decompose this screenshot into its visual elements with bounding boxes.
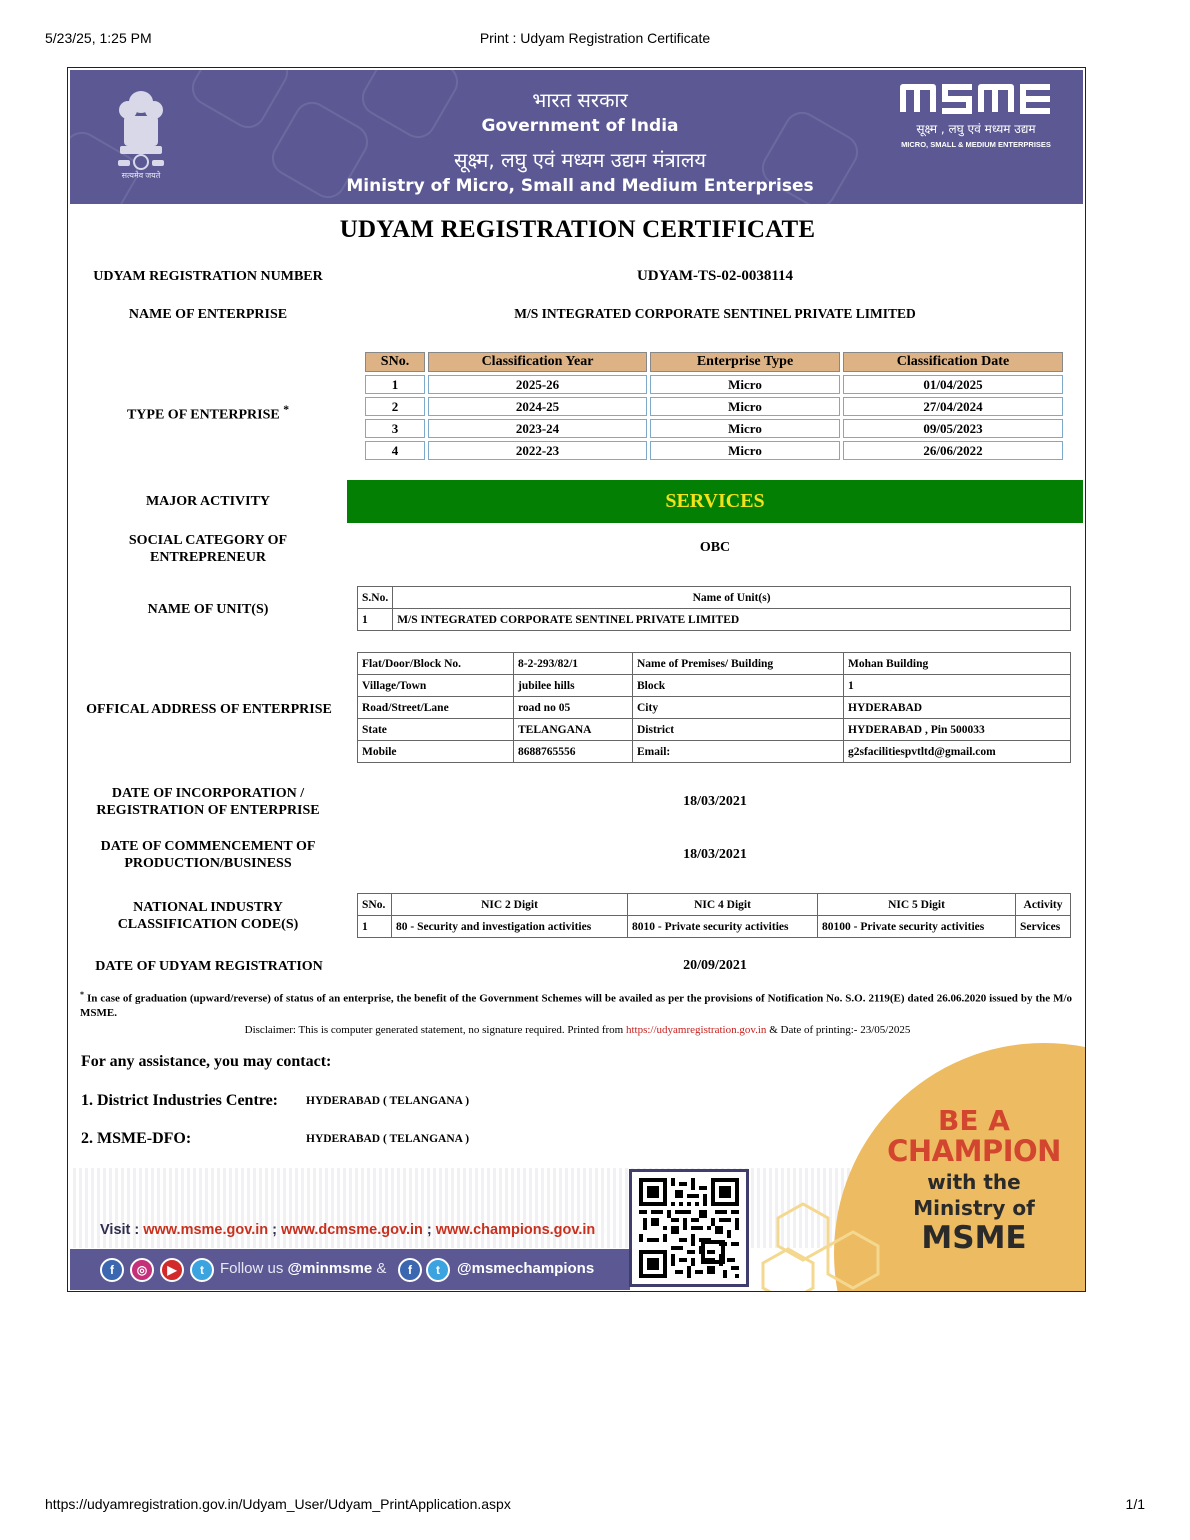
address-cell: District [633,719,844,741]
note-mark: * [80,990,84,999]
champion-line4: Ministry of [913,1196,1035,1220]
social-category-label [78,532,338,566]
incorporation-date: 18/03/2021 [683,794,747,809]
nic-header-activity: Activity [1016,894,1071,916]
amp: & [376,1260,387,1277]
msme-logo-hindi: सूक्ष्म , लघु एवं मध्यम उद्यम [916,122,1036,136]
dcmsme-site-link[interactable]: www.dcmsme.gov.in [281,1222,423,1238]
minmsme-handle[interactable]: @minmsme [287,1260,373,1277]
gov-banner [70,70,1083,204]
table-row [358,697,1071,719]
address-cell: Mobile [358,741,514,763]
commencement-label-line2: PRODUCTION/BUSINESS [124,856,292,871]
address-cell: 1 [844,675,1071,697]
table-row [358,609,1071,631]
graduation-note [80,988,1072,1020]
nic-table [357,893,1071,938]
champion-line3: with the [927,1170,1021,1194]
dic-value: HYDERABAD ( TELANGANA ) [306,1095,470,1107]
table-row [365,375,1063,394]
udyam-portal-link[interactable]: https://udyamregistration.gov.in [625,1024,767,1036]
youtube-icon[interactable]: ▶ [160,1258,184,1282]
nic-cell: 8010 - Private security activities [628,916,818,938]
enterprise-name-label: NAME OF ENTERPRISE [128,307,288,322]
nic-label [78,899,338,933]
visit-label: Visit : [100,1222,140,1238]
table-row [365,441,1063,460]
print-title: Print : Udyam Registration Certificate [479,30,711,46]
address-cell: HYDERABAD [844,697,1071,719]
dfo-value: HYDERABAD ( TELANGANA ) [306,1133,470,1145]
nic-label-line1: NATIONAL INDUSTRY [133,900,283,915]
print-url: https://udyamregistration.gov.in/Udyam_User/Udyam_PrintApplication.aspx [45,1496,511,1512]
twitter-icon-2[interactable]: t [426,1258,450,1282]
address-cell: Flat/Door/Block No. [358,653,514,675]
incorporation-label [78,785,338,819]
certificate [67,67,1086,1292]
units-label: NAME OF UNIT(S) [147,602,269,617]
follow-label: Follow us [220,1260,284,1277]
address-cell: 8688765556 [514,741,633,763]
social-category: OBC [699,540,731,555]
english-ministry-title: Ministry of Micro, Small and Medium Enterprises [346,176,814,196]
qr-code [629,1169,749,1287]
champion-line1: BE A [938,1104,1010,1137]
cls-cell: 26/06/2022 [843,441,1063,460]
address-cell: Name of Premises/ Building [633,653,844,675]
champion-line2: CHAMPION [887,1134,1061,1168]
cls-cell: 01/04/2025 [843,375,1063,394]
address-cell: Road/Street/Lane [358,697,514,719]
national-emblem-icon [114,84,168,178]
twitter-icon[interactable]: t [190,1258,214,1282]
address-cell: Block [633,675,844,697]
msme-logo-english: MICRO, SMALL & MEDIUM ENTERPRISES [901,140,1051,149]
cls-cell: 2024-25 [428,397,647,416]
cls-cell: 09/05/2023 [843,419,1063,438]
cls-cell: 2023-24 [428,419,647,438]
cls-cell: 4 [365,441,425,460]
champion-line5: MSME [921,1220,1027,1256]
emblem-motto: सत्यमेव जयते [121,171,161,180]
cls-cell: 2 [365,397,425,416]
units-cell: M/S INTEGRATED CORPORATE SENTINEL PRIVATE LIMITED [393,609,1071,631]
note-text: In case of graduation (upward/reverse) of status of an enterprise, the benefit of the Government Schemes will be availed as per the provisions of Notification No. S.O. 2119(E) dated 26.06.2020 issued by the M/o MSME. [80,992,1073,1019]
cls-cell: Micro [650,375,840,394]
classification-table [362,349,1066,463]
hindi-gov-title: भारत सरकार [532,88,628,112]
cls-header-sno: SNo. [365,352,425,372]
nic-header-sno: SNo. [358,894,392,916]
msme-logo-icon [900,84,1050,114]
facebook-icon[interactable]: f [100,1258,124,1282]
email-link[interactable]: g2sfacilitiespvtltd@gmail.com [844,741,1071,763]
address-cell: road no 05 [514,697,633,719]
facebook-icon-2[interactable]: f [398,1258,422,1282]
address-cell: 8-2-293/82/1 [514,653,633,675]
address-cell: City [633,697,844,719]
cls-cell: 2022-23 [428,441,647,460]
nic-header-4digit: NIC 4 Digit [628,894,818,916]
incorporation-label-line1: DATE OF INCORPORATION / [111,786,305,801]
nic-cell: 80100 - Private security activities [818,916,1016,938]
units-cell: 1 [358,609,393,631]
address-cell: Village/Town [358,675,514,697]
footnote-mark: * [283,403,290,416]
address-label: OFFICAL ADDRESS OF ENTERPRISE [86,702,332,717]
separator: ; [426,1222,432,1238]
address-cell: Mohan Building [844,653,1071,675]
address-cell: Email: [633,741,844,763]
cls-cell: 2025-26 [428,375,647,394]
reg-number: UDYAM-TS-02-0038114 [636,268,794,284]
social-category-label-line1: SOCIAL CATEGORY OF [128,533,288,548]
cls-cell: Micro [650,419,840,438]
commencement-label-line1: DATE OF COMMENCEMENT OF [100,839,316,854]
instagram-icon[interactable]: ◎ [130,1258,154,1282]
major-activity-banner: SERVICES [347,480,1083,523]
dic-label: 1. District Industries Centre: [81,1092,279,1109]
address-cell: State [358,719,514,741]
cls-header-year: Classification Year [428,352,647,372]
social-category-label-line2: ENTREPRENEUR [150,550,266,565]
hexagon-pattern-icon [758,1168,888,1292]
table-row [365,419,1063,438]
printing-date: & Date of printing:- 23/05/2025 [769,1024,911,1036]
enterprise-name: M/S INTEGRATED CORPORATE SENTINEL PRIVATE LIMITED [514,306,916,321]
table-row [358,916,1071,938]
address-cell: jubilee hills [514,675,633,697]
reg-number-label: UDYAM REGISTRATION NUMBER [93,269,323,284]
udyam-reg-date: 20/09/2021 [683,958,747,973]
certificate-title: UDYAM REGISTRATION CERTIFICATE [339,216,816,243]
address-table [357,652,1071,763]
follow-text [220,1260,386,1277]
table-row [358,719,1071,741]
major-activity-label: MAJOR ACTIVITY [145,494,271,509]
units-table [357,586,1071,631]
cls-cell: 27/04/2024 [843,397,1063,416]
visit-links [100,1222,595,1238]
table-row [365,397,1063,416]
table-row [358,675,1071,697]
cls-cell: 3 [365,419,425,438]
champions-site-link[interactable]: www.champions.gov.in [435,1222,596,1238]
cls-header-date: Classification Date [843,352,1063,372]
table-row [358,653,1071,675]
commencement-date: 18/03/2021 [683,847,747,862]
nic-cell: Services [1016,916,1071,938]
qr-code-icon [638,1178,740,1278]
cls-cell: Micro [650,397,840,416]
print-datetime: 5/23/25, 1:25 PM [45,30,152,46]
cls-cell: 1 [365,375,425,394]
english-gov-title: Government of India [481,116,679,136]
nic-cell: 80 - Security and investigation activities [392,916,628,938]
address-cell: HYDERABAD , Pin 500033 [844,719,1071,741]
incorporation-label-line2: REGISTRATION OF ENTERPRISE [96,803,320,818]
print-page-number: 1/1 [1125,1496,1145,1512]
table-row [358,741,1071,763]
cls-cell: Micro [650,441,840,460]
units-header-name: Name of Unit(s) [393,587,1071,609]
disclaimer [68,1024,1086,1036]
nic-label-line2: CLASSIFICATION CODE(S) [117,917,299,932]
dfo-label: 2. MSME-DFO: [81,1130,192,1147]
msme-site-link[interactable]: www.msme.gov.in [143,1222,269,1238]
assist-heading: For any assistance, you may contact: [81,1053,332,1070]
separator: ; [272,1222,278,1238]
address-cell: TELANGANA [514,719,633,741]
commencement-label [78,838,338,872]
units-header-sno: S.No. [358,587,393,609]
nic-header-2digit: NIC 2 Digit [392,894,628,916]
cls-header-type: Enterprise Type [650,352,840,372]
nic-cell: 1 [358,916,392,938]
hindi-ministry-title: सूक्ष्म, लघु एवं मध्यम उद्यम मंत्रालय [454,148,706,172]
udyam-reg-date-label: DATE OF UDYAM REGISTRATION [95,959,323,974]
type-of-enterprise-label: TYPE OF ENTERPRISE * [126,403,290,423]
nic-header-5digit: NIC 5 Digit [818,894,1016,916]
msmechampions-handle[interactable]: @msmechampions [457,1260,595,1277]
disclaimer-text: Disclaimer: This is computer generated statement, no signature required. Printed from [244,1024,624,1036]
